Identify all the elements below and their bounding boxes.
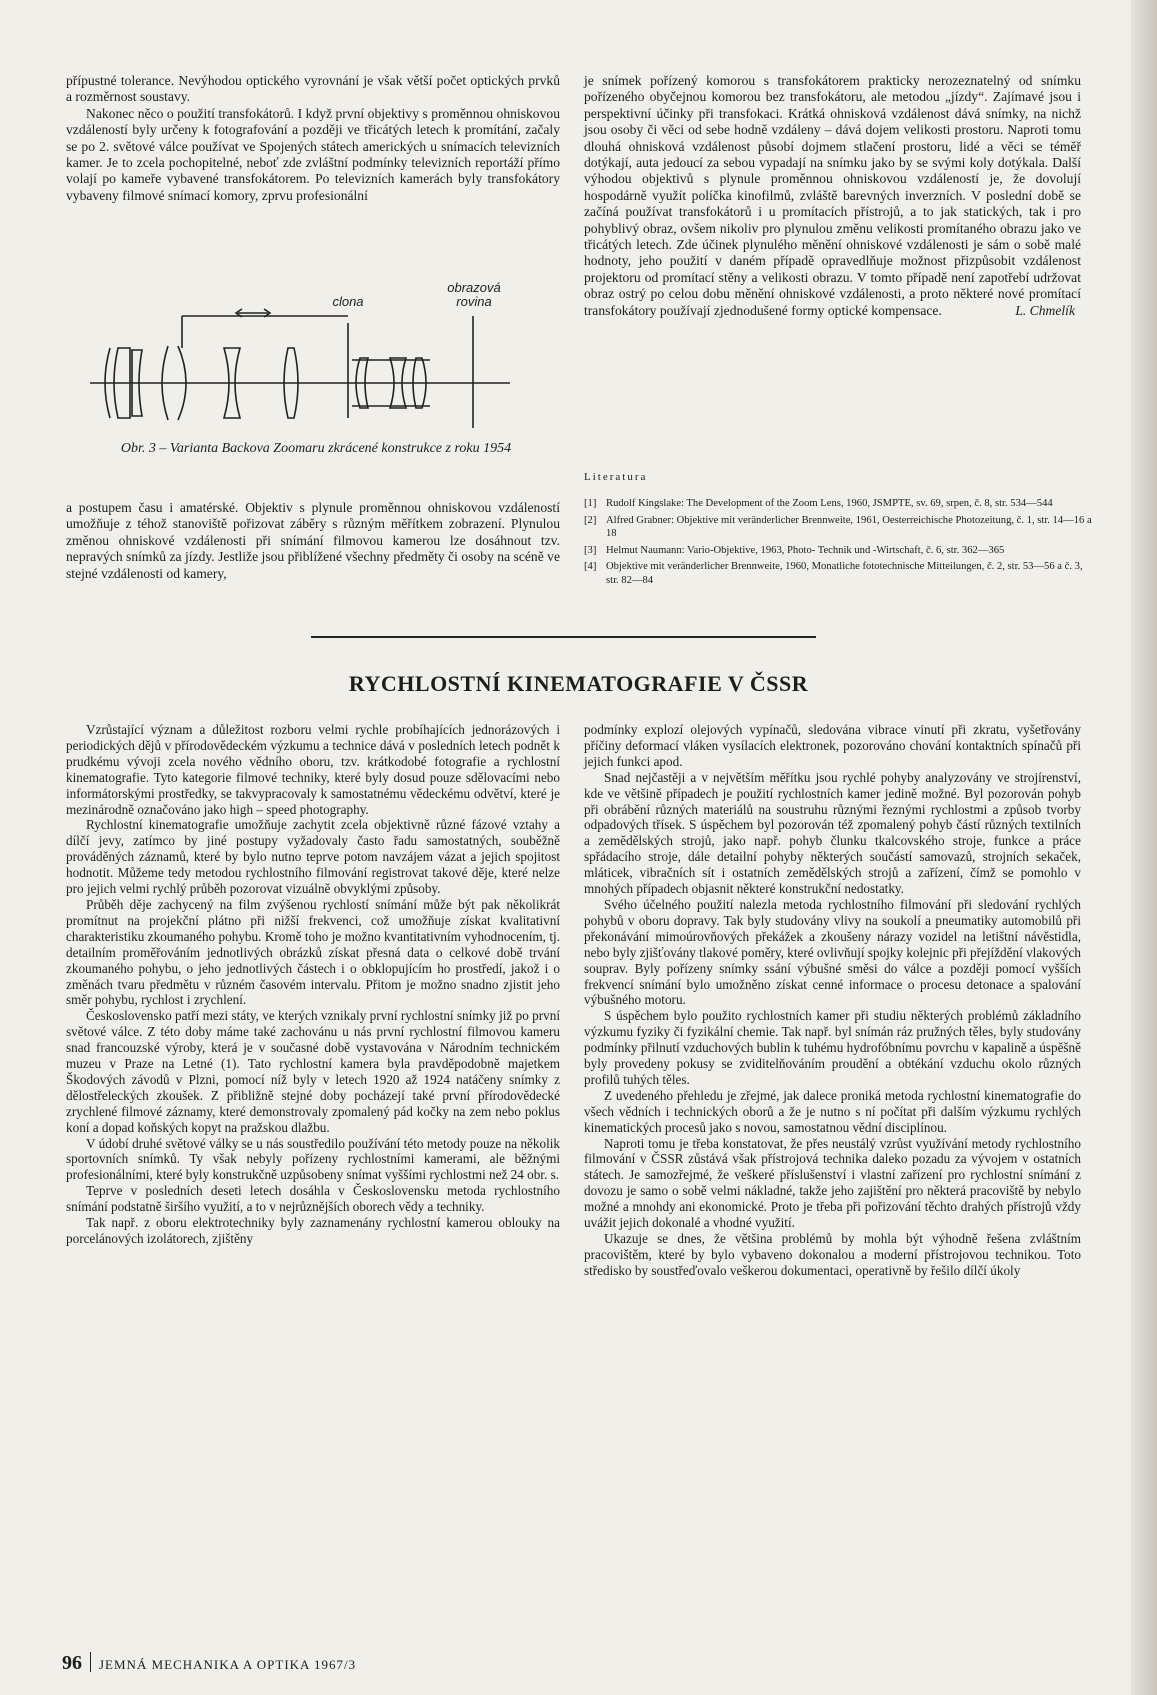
paragraph: Teprve v posledních deseti letech dosáhla v Československu metoda rychlostního snímání podstatně širšího využití, a to v nejrůznějších oborech vědy a techniky. bbox=[66, 1183, 560, 1215]
paragraph: Průběh děje zachycený na film zvýšenou rychlostí snímání může být pak několikrát promítnut na projekční plátno při nižší frekvenci, což umožňuje získat kvalitativní charakteristiku zkoumaného pohybu. Kromě toho je možno kvantitativním vyhodnocením, tj. detailním proměřováním jednotlivých obrázků získat přesná data o celkové době trvání zkoumaného pohybu, o jeho jednotlivých částech i o obklopujícím ho prostředí, jakož i o změnách tvaru předmětu v různém časovém intervalu. Přitom je možno snadno zjistit jeho směr pohybu, rychlost i zrychlení. bbox=[66, 896, 560, 1008]
paragraph: Vzrůstající význam a důležitost rozboru velmi rychle probíhajících jednorázových i periodických dějů v přírodovědeckém výzkumu a technice dává v posledních letech podnět k prudkému vývoji zcela nového vědního oboru, tzv. krátkodobé fotografie a rychlostní kinematografie. Tyto kategorie filmové techniky, které byly dosud pouze sdělovacími nebo informátorskými prostředky, se takvypracovaly k samostatnému vědeckému odvětví, které je mezinárodně označováno jako high – speed photography. bbox=[66, 722, 560, 817]
reference-item bbox=[584, 560, 1094, 587]
paragraph: přípustné tolerance. Nevýhodou optického vyrovnání je však větší počet optických prvků a rozměrnost soustavy. bbox=[66, 73, 560, 105]
reference-list bbox=[584, 497, 1094, 590]
paragraph: V údobí druhé světové války se u nás soustředilo používání této metody pouze na několik sportovních snímků. Ty však nebyly pořízeny rychlostními kamerami, ale běžnými profesionálními, které byly konstrukčně uzpůsobeny snímat vyššími rychlostmi než 24 obr. s. bbox=[66, 1135, 560, 1183]
top-left-column bbox=[66, 73, 560, 204]
paragraph: Z uvedeného přehledu je zřejmé, jak dalece proniká metoda rychlostní kinematografie do všech vědních i technických oborů a že je nutno s ní počítat při dalším výzkumu rychlých kinematických procesů jako s novou, samostatnou vědní disciplínou. bbox=[584, 1087, 1081, 1135]
reference-number: [1] bbox=[584, 498, 597, 509]
page-number: 96 bbox=[62, 1652, 82, 1674]
reference-number: [2] bbox=[584, 514, 597, 526]
paragraph: Naproti tomu je třeba konstatovat, že přes neustálý vzrůst využívání metody rychlostního filmování v ČSSR zůstává však přístrojová technika daleko pozadu za vývojem v ostatních státech. Je samozřejmé, že veškeré příslušenství i vlastní zařízení pro rychlostní snímání z dovozu je samo o sobě velmi nákladné, takže jeho zajištění pro některá pracoviště by nebylo možné a mnohdy ani ekonomické. Proto je třeba při pořizování těchto drahých přístrojů vždy uvážit jejich dokonalé a vhodné využití. bbox=[584, 1135, 1081, 1231]
page-binding-shadow bbox=[1131, 0, 1157, 1695]
article-right-column bbox=[584, 722, 1081, 1279]
paragraph: Svého účelného použití nalezla metoda rychlostního filmování při sledování rychlých pohybů v oboru dopravy. Tak byly studovány vlivy na soukolí a pneumatiky automobilů při překonávání mimoúrovňových překážek a zkoušeny nárazy vozidel na letištní návěstidla, nebo byly zjišťovány tlakové poměry, které ovlivňují spojky kolejnic při přejíždění vlakových souprav. Byly pořízeny snímky ssání výbušné směsi do válce a později pomocí vyšších frekvencí snímání bylo umožněno získat cenné informace o procesu detonace a spalování výbušného motoru. bbox=[584, 896, 1081, 1008]
reference-item bbox=[584, 544, 1094, 558]
paragraph: S úspěchem bylo použito rychlostních kamer při studiu některých problémů základního výzkumu fyziky či fyzikální chemie. Tak např. byl snímán ráz pružných těles, byly studovány podmínky přilnutí vzduchových bublin k tuhému hydrofóbnímu povrchu v kapalině a úspěšně byly provedeny pokusy se zviditelňováním proudění a obtékání vzduchu okolo různých profilů tuhých těles. bbox=[584, 1008, 1081, 1087]
paragraph: Nakonec něco o použití transfokátorů. I když první objektivy s proměnnou ohniskovou vzdáleností byly určeny k fotografování a později ve třicátých letech k promítání, začaly se po 2. světové válce používat ve Spojených státech amerických u snímacích televizních kamer. Je to zcela pochopitelné, neboť zde zvláštní podmínky televizních reportáží přímo volají po kameře vybavené transfokátorem. Po televizních kamerách byly transfokátory vybaveny filmové snímací komory, zprvu profesionální bbox=[66, 105, 560, 203]
top-right-column bbox=[584, 73, 1081, 319]
reference-number: [4] bbox=[584, 561, 597, 572]
journal-name: JEMNÁ MECHANIKA A OPTIKA 1967/3 bbox=[99, 1657, 357, 1672]
reference-text: Rudolf Kingslake: The Development of the Zoom Lens, 1960, JSMPTE, sv. 69, srpen, č. 8, str. 534—544 bbox=[606, 498, 1053, 509]
paragraph: a postupem času i amatérské. Objektiv s plynule proměnnou ohniskovou vzdáleností umožňuje z téhož stanoviště pořizovat záběry s různým měřítkem zobrazení. Plynulou změnou ohniskové vzdálenosti při snímání filmovou kamerou lze dosáhnout tzv. nepravých snímků za jízdy. Jestliže jsou přiblížené všechny předměty či osoby na scéně ve stejné vzdálenosti od kamery, bbox=[66, 500, 560, 581]
image-plane-label-1: obrazová bbox=[447, 280, 501, 295]
reference-number: [3] bbox=[584, 544, 597, 556]
page-footer bbox=[62, 1652, 356, 1675]
literature-heading: Literatura bbox=[584, 471, 648, 483]
paragraph: Tak např. z oboru elektrotechniky byly zaznamenány rychlostní kamerou oblouky na porcelánových izolátorech, zjištěny bbox=[66, 1215, 560, 1246]
reference-text: Helmut Naumann: Vario-Objektive, 1963, Photo- Technik und -Wirtschaft, č. 6, str. 362—365 bbox=[606, 544, 1005, 556]
paragraph bbox=[584, 73, 1081, 319]
paragraph: Ukazuje se dnes, že většina problémů by mohla být výhodně řešena zvláštním pracovištěm, které by bylo vybaveno dokonalou a moderní přístrojovou technikou. Toto středisko by soustřeďovalo veškerou dokumentaci, operativně by řešilo dílčí úkoly bbox=[584, 1231, 1081, 1278]
author-signature: L. Chmelík bbox=[1015, 302, 1075, 318]
paragraph: Snad nejčastěji a v největším měřítku jsou rychlé pohyby analyzovány ve strojírenství, kde ve většině případech je použití rychlostních kamer jedině možné. Byl pozorován pohyb při obrábění různých materiálů na soustruhu různými řeznými rychlostmi a způsob tvorby odpadových třísek. S úspěchem byl pozorován též zpomalený pohyb částí různých textilních a zemědělských strojů, jako např. pohyb člunku tkalcovského stroje, funkce a práce spřádacího stroje, dále detailní pohyby některých součástí samovazů, strojních sekaček, mláticek, vibračních sít i ostatních zemědělských strojů a zařízení, čímž se pomohlo v mnohých případech objasnit některé konstrukční nedostatky. bbox=[584, 769, 1081, 897]
paragraph: Rychlostní kinematografie umožňuje zachytit zcela objektivně různé fázové vztahy a dílčí jevy, zatímco by jiné postupy vyžadovaly často řadu samostatných, souběžně prováděných záznamů, které by bylo nutno teprve potom navzájem vázat a jejich spojitost hodnotit. Můžeme tedy metodou rychlostního filmování registrovat takové děje, které nelze pro jejich velmi rychlý průběh pozorovat vizuálně obvyklými způsoby. bbox=[66, 817, 560, 897]
footer-separator bbox=[90, 1652, 91, 1672]
reference-text: Alfred Grabner: Objektive mit veränderlicher Brennweite, 1961, Oesterreichische Photozeitung, č. 1, str. 14—16 a 18 bbox=[606, 514, 1092, 539]
reference-item bbox=[584, 514, 1094, 541]
aperture-label: clona bbox=[332, 294, 364, 309]
paragraph-text: je snímek pořízený komorou s transfokátorem prakticky nerozeznatelný od snímku pořízeného obyčejnou komorou bez transfokátoru, ale metodou „jízdy“. Zajímavé jsou i perspektivní účinky při transfokaci. Krátká ohnisková vzdálenost dává snímky, na nichž jsou osoby či věci od sebe hodně vzdáleny – dává dojem velikosti prostoru. Naproti tomu dlouhá ohnisková vzdálenost působí dojmem stlačení prostoru, lidé a věci se téměř dotýkají, auta jedoucí za sebou vypadají na snímku jako by se svými koly dotýkala. Další výhodou objektivů s plynule proměnnou ohniskovou vzdáleností je, že dovolují hospodárně využít políčka kinofilmů, zvláště barevných inverzních. V poslední době se začíná používat transfokátorů i u promítacích přístrojů, a to jak statických, tak i pro pohyblivý obraz, ovšem nikoliv pro plynulou změnu velikosti promítaného obrazu jako ve třicátých letech. Zde účinek plynulého měnění ohniskové vzdálenosti je sám o sobě malé hodnoty, jeho použití v daném případě opravedlňuje možnost přizpůsobit vzdálenost projektoru od promítací stěny a velikosti obrazu. V tomto případě není zapotřebí udržovat obraz ostrý po celou dobu měnění ohniskové vzdálenosti, a proto některé nové promítací transfokátory používají zjednodušené formy optické kompensace. bbox=[584, 73, 1081, 318]
figure-caption: Obr. 3 – Varianta Backova Zoomaru zkrácené konstrukce z roku 1954 bbox=[120, 441, 512, 456]
article-title: RYCHLOSTNÍ KINEMATOGRAFIE V ČSSR bbox=[348, 671, 809, 696]
reference-item bbox=[584, 497, 1094, 511]
upper-left-continuation bbox=[66, 500, 560, 582]
reference-text: Objektive mit veränderlicher Brennweite, 1960, Monatliche fototechnische Mitteilungen, č. 2, str. 53—56 a č. 3, str. 82—84 bbox=[606, 561, 1083, 586]
paragraph: Československo patří mezi státy, ve kterých vznikaly první rychlostní snímky již po první světové válce. Z této doby máme také zachovánu u nás první rychlostní filmovou kameru snad francouzské výroby, která je v současné době vystavována v Národním technickém muzeu v Praze na Letné (1). Tato rychlostní kamera byla pravděpodobně majetkem Škodových závodů v Plzni, pomocí níž byly v letech 1920 až 1924 natáčeny snímky z dělostřeleckých zkoušek. Z přibližně stejné doby pocházejí také první přírodovědecké zrychlené filmové záznamy, které demonstrovaly zpomalený pád kočky na zem nebo poklus koní a dopad koňských kopyt na pražskou dlažbu. bbox=[66, 1008, 560, 1135]
paragraph: podmínky explozí olejových vypínačů, sledována vibrace vinutí při zkratu, vyšetřovány příčiny deformací vláken vysílacích elektronek, pozorováno chování kontaktních spínačů při jejich funkci apod. bbox=[584, 722, 1081, 769]
image-plane-label-2: rovina bbox=[456, 294, 492, 309]
section-divider bbox=[311, 636, 816, 638]
zoom-lens-diagram bbox=[90, 278, 530, 438]
article-left-column bbox=[66, 722, 560, 1247]
